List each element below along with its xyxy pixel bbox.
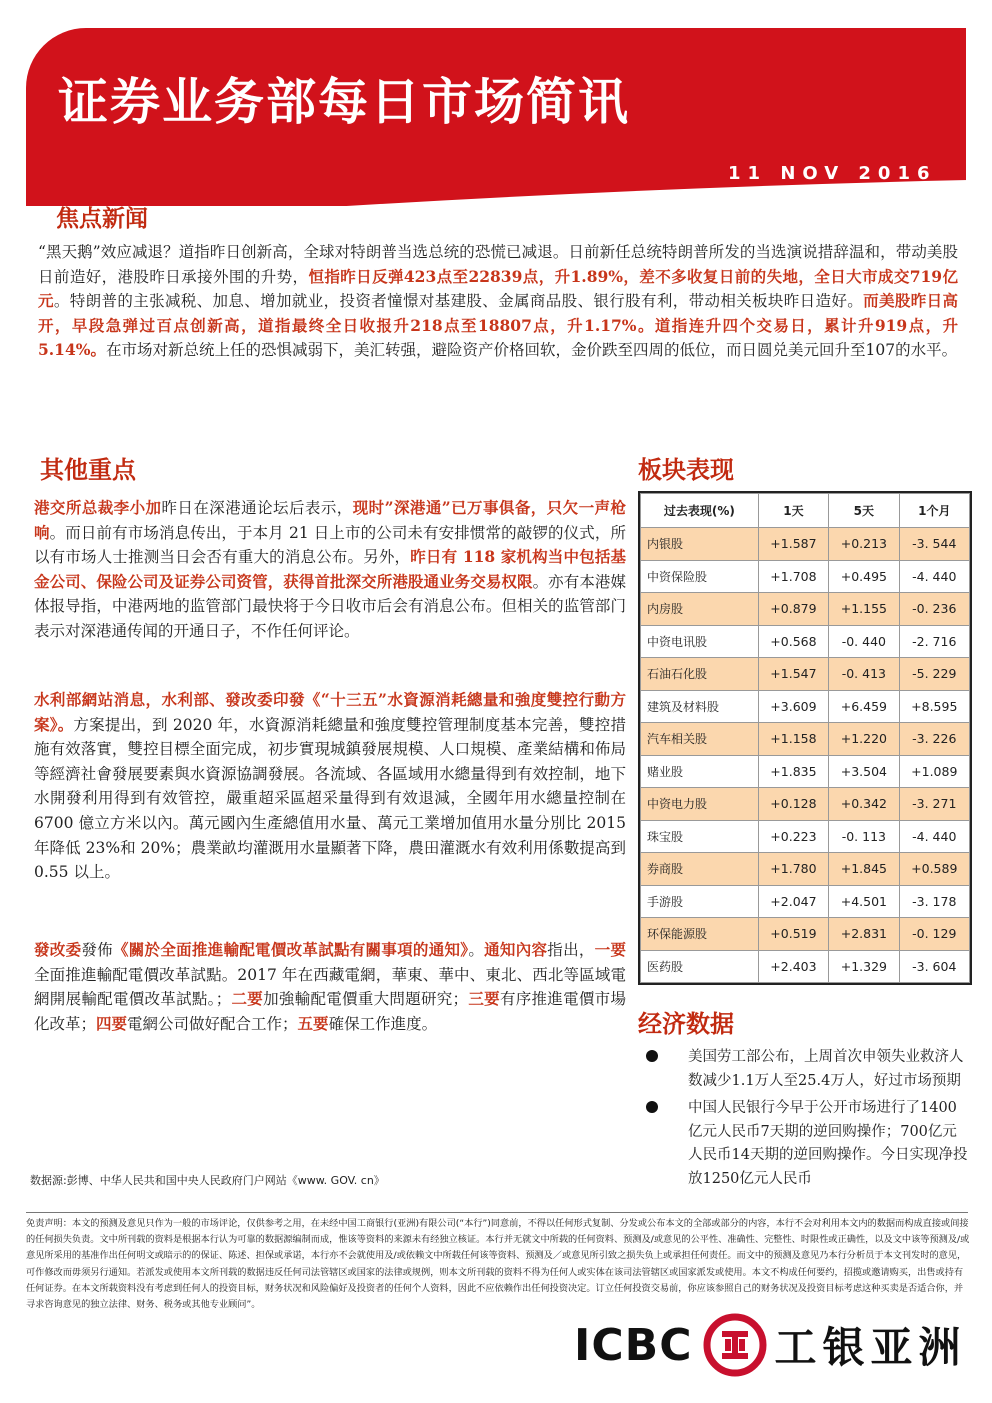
value-5d: +0.213: [829, 528, 899, 561]
header-period: 过去表现(%): [641, 494, 759, 528]
body-text: 。特朗普的主张减税、加息、增加就业，投资者憧憬对基建股、金属商品股、银行股有利，带动相关板块昨日造好。: [53, 292, 864, 311]
body-text: “黑天鹅”效应减退？道指昨日创新高，全球对特朗普当选总统的恐慌已减退。日前新任总统特朗普所发的当选演说措辞温和，带动美股日前造好，港股昨日承接外围的升势，: [38, 243, 958, 286]
body-text: 。而日前有市场消息传出，于本月 21 日上市的公司未有安排惯常的敲锣的仪式，所以有市场人士推测当日会否有重大的消息公布。另外，: [34, 523, 626, 567]
highlight-text: 四要: [96, 1013, 128, 1033]
highlight-paragraph-3: [34, 938, 626, 1036]
header-1m: 1个月: [899, 494, 969, 528]
bullet-icon: [646, 1050, 658, 1062]
value-5d: +0.495: [829, 560, 899, 593]
table-row: [641, 853, 970, 886]
body-text: 確保工作進度。: [328, 1014, 438, 1033]
body-text: 全面推進輸配電價改革試點。2017 年在西藏電網，華東、華中、東北、西北等區域電網開展輸配電價改革試點。；: [34, 965, 626, 1009]
sector-name: 建筑及材料股: [641, 690, 759, 723]
table-row: [641, 755, 970, 788]
body-text: 有序推進電價市場化改革；: [34, 990, 626, 1033]
highlight-text: 五要: [297, 1013, 329, 1033]
header-5d: 5天: [829, 494, 899, 528]
other-highlights-title: 其他重点: [40, 456, 136, 484]
value-5d: -0. 413: [829, 658, 899, 691]
table-row: [641, 658, 970, 691]
value-1d: +0.519: [758, 918, 828, 951]
value-5d: -0. 440: [829, 625, 899, 658]
value-1m: -3. 226: [899, 723, 969, 756]
highlight-text: 昨日有 118 家机构当中包括基金公司、保险公司及证券公司资管，获得首批深交所港股通业务交易权限: [34, 547, 626, 591]
value-1m: -3. 604: [899, 950, 969, 983]
value-1d: +3.609: [758, 690, 828, 723]
highlight-text: 水利部網站消息，水利部、發改委印發《“十三五”水資源消耗總量和強度雙控行動方案》。: [34, 690, 626, 734]
sector-performance-title: 板块表现: [638, 456, 734, 484]
value-1d: +0.879: [758, 593, 828, 626]
value-1m: -3. 271: [899, 788, 969, 821]
sector-name: 内房股: [641, 593, 759, 626]
table-row: [641, 690, 970, 723]
value-1d: +2.047: [758, 885, 828, 918]
value-1m: -4. 440: [899, 560, 969, 593]
bullet-icon: [646, 1101, 658, 1113]
highlight-text: 發改委: [34, 940, 82, 959]
icbc-logo: [574, 1310, 967, 1380]
value-5d: +1.329: [829, 950, 899, 983]
highlight-text: 三要: [468, 989, 500, 1009]
table-row: [641, 885, 970, 918]
value-5d: +3.504: [829, 755, 899, 788]
value-1m: -2. 716: [899, 625, 969, 658]
body-text: 。: [468, 941, 485, 959]
table-row: [641, 625, 970, 658]
body-text: 加強輸配電價重大問題研究；: [263, 990, 469, 1009]
highlight-text: 港交所总裁李小加: [34, 498, 162, 517]
value-1d: +1.708: [758, 560, 828, 593]
logo-cn: 工银亚洲: [774, 1323, 967, 1372]
economic-data-title: 经济数据: [638, 1010, 734, 1038]
table-row: [641, 950, 970, 983]
value-1m: -0. 129: [899, 918, 969, 951]
table-row: [641, 788, 970, 821]
sector-name: 手游股: [641, 885, 759, 918]
body-text: 昨日在深港通论坛后表示，: [161, 499, 353, 517]
table-header-row: [641, 494, 970, 528]
value-1m: -0. 236: [899, 593, 969, 626]
economic-item-text: 美国劳工部公布，上周首次申领失业救济人数减少1.1万人至25.4万人，好过市场预期: [688, 1049, 964, 1089]
list-item: [640, 1046, 970, 1093]
value-5d: +1.220: [829, 723, 899, 756]
value-1d: +0.128: [758, 788, 828, 821]
icbc-symbol-icon: [703, 1313, 767, 1377]
highlight-paragraph-1: [34, 496, 626, 644]
table-row: [641, 593, 970, 626]
divider: [26, 1212, 968, 1213]
value-1m: -3. 544: [899, 528, 969, 561]
table-row: [641, 820, 970, 853]
highlight-text: 二要: [231, 989, 264, 1009]
table-row: [641, 528, 970, 561]
sector-name: 环保能源股: [641, 918, 759, 951]
table-row: [641, 918, 970, 951]
report-date: 11 NOV 2016: [728, 163, 937, 184]
sector-name: 券商股: [641, 853, 759, 886]
highlight-text: 而美股昨日高开，早段急弹过百点创新高，道指最终全日收报升218点至18807点，升1.17%。道指连升四个交易日，累计升919点，升5.14%。: [38, 291, 958, 360]
logo-en: ICBC: [574, 1319, 693, 1371]
value-1d: +1.158: [758, 723, 828, 756]
value-1d: +0.568: [758, 625, 828, 658]
value-5d: +1.845: [829, 853, 899, 886]
body-text: 在市场对新总统上任的恐惧减弱下，美汇转强，避险资产价格回软，金价跌至四周的低位，而日圆兑美元回升至107的水平。: [105, 341, 958, 360]
value-1d: +1.835: [758, 755, 828, 788]
disclaimer: 免责声明：本文的预测及意见只作为一般的市场评论，仅供参考之用，在未经中国工商银行(亚洲)有限公司(“本行”)同意前，不得以任何形式复制、分发或公布本文的全部或部分的内容，本行不会对利用本文内的数据而构成直接或间接的任何损失负责。文中所刊载的资料是根据本行认为可靠的数据源编制而成，惟该等资料的来源未有经独立核证。本行并无就文中所载的任何资料、预测及/或意见的公平性、准确性、完整性、时限性或正确性，以及文中该等预测及/或意见所采用的基准作出任何明文或暗示的的保证、陈述、担保或承诺，本行亦不会就使用及/或依赖文中所载任何该等资料、预测及／或意见所引致之损失负上或承担任何责任。而文中的预测及意见乃本行分析员于本文刊发时的意见，可作修改而毋须另行通知。若派发或使用本文所刊载的数据违反任何司法管辖区或国家的法律或规例，则本文所刊载的资料不得为任何人或实体在该司法管辖区或国家派发或使用。本文不构成任何要约，招揽或邀请购买，出售或持有任何证券。在本文所载资料没有考虑到任何人的投资目标，财务状况和风险偏好及投资者的任何个人资料，因此不应依赖作出任何投资决定。订立任何投资交易前，你应该参照自己的财务状况及投资目标考虑这种买卖是否适合你，并寻求咨询意见的独立法律、财务、税务或其他专业顾问”。: [26, 1218, 970, 1311]
value-5d: +6.459: [829, 690, 899, 723]
sector-name: 中资保险股: [641, 560, 759, 593]
highlight-text: 现时”深港通”已万事俱备，只欠一声枪响: [34, 498, 626, 542]
focus-news-title: 焦点新闻: [56, 206, 148, 232]
value-1d: +1.587: [758, 528, 828, 561]
sector-name: 内银股: [641, 528, 759, 561]
highlight-text: 通知內容: [484, 940, 548, 959]
value-1d: +1.780: [758, 853, 828, 886]
sector-name: 中资电讯股: [641, 625, 759, 658]
sector-name: 石油石化股: [641, 658, 759, 691]
table-row: [641, 560, 970, 593]
header-1d: 1天: [758, 494, 828, 528]
value-5d: +2.831: [829, 918, 899, 951]
sector-table: [638, 491, 972, 985]
value-1m: +0.589: [899, 853, 969, 886]
body-text: 電網公司做好配合工作；: [127, 1014, 298, 1033]
body-text: 方案提出，到 2020 年，水資源消耗總量和強度雙控管理制度基本完善，雙控措施有效落實，雙控目標全面完成，初步實現城鎮發展規模、人口規模、產業結構和佈局等經濟社會發展要素與水資源協調發展。各流域、各區域用水總量得到有效控制，地下水開發利用得到有效管控，嚴重超采區超采量得到有效退減，全國年用水總量控制在 6700 億立方米以內。萬元國內生產總值用水量、萬元工業增加值用水量分別比 2015 年降低 23%和 20%；農業畝均灌溉用水量顯著下降，農田灌溉水有效利用係數提高到 0.55 以上。: [34, 715, 626, 882]
sector-name: 医药股: [641, 950, 759, 983]
economic-item-text: 中国人民银行今早于公开市场进行了1400亿元人民币7天期的逆回购操作；700亿元人民币14天期的逆回购操作。今日实现净投放1250亿元人民币: [688, 1100, 968, 1187]
value-1m: +1.089: [899, 755, 969, 788]
value-1m: -3. 178: [899, 885, 969, 918]
value-5d: +4.501: [829, 885, 899, 918]
value-5d: -0. 113: [829, 820, 899, 853]
sector-name: 中资电力股: [641, 788, 759, 821]
value-5d: +1.155: [829, 593, 899, 626]
value-1m: +8.595: [899, 690, 969, 723]
body-text: 指出，: [547, 941, 595, 959]
sector-name: 汽车相关股: [641, 723, 759, 756]
list-item: [640, 1097, 970, 1191]
value-1m: -5. 229: [899, 658, 969, 691]
value-5d: +0.342: [829, 788, 899, 821]
highlight-text: 一要: [594, 940, 626, 959]
value-1d: +2.403: [758, 950, 828, 983]
focus-news-paragraph: [38, 240, 958, 363]
value-1d: +1.547: [758, 658, 828, 691]
data-source: 数据源:彭博、中华人民共和国中央人民政府门户网站《www. GOV. cn》: [30, 1174, 385, 1187]
sector-name: 珠宝股: [641, 820, 759, 853]
economic-data-list: [640, 1046, 970, 1195]
highlight-paragraph-2: [34, 688, 626, 885]
highlight-text: 《關於全面推進輸配電價改革試點有關事項的通知》: [112, 940, 469, 959]
sector-name: 赌业股: [641, 755, 759, 788]
value-1d: +0.223: [758, 820, 828, 853]
report-title: 证券业务部每日市场简讯: [58, 73, 630, 131]
value-1m: -4. 440: [899, 820, 969, 853]
highlight-text: 恒指昨日反弹423点至22839点，升1.89%，差不多收复日前的失地，全日大市成交719亿元: [38, 266, 958, 311]
body-text: 發佈: [81, 941, 113, 959]
table-row: [641, 723, 970, 756]
body-text: 。亦有本港媒体报导指，中港两地的监管部门最快将于今日收市后会有消息公布。但相关的监管部门表示对深港通传闻的开通日子，不作任何评论。: [34, 572, 626, 640]
